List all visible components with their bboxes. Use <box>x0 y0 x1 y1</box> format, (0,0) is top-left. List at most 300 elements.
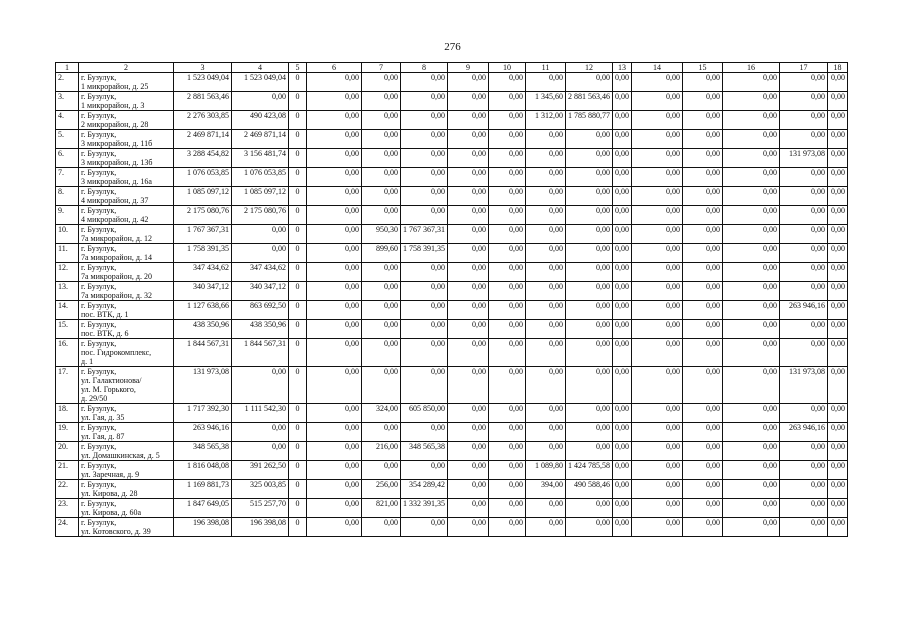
column-header-3: 3 <box>174 63 232 73</box>
value-cell: 0 <box>289 130 307 149</box>
value-cell: 0,00 <box>828 263 848 282</box>
column-header-17: 17 <box>780 63 828 73</box>
value-cell: 0,00 <box>489 111 526 130</box>
value-cell: 0 <box>289 206 307 225</box>
address-line: 1 микрорайон, д. 25 <box>81 82 149 91</box>
value-cell: 0,00 <box>632 518 683 537</box>
value-cell: 0,00 <box>401 461 448 480</box>
table-row <box>56 206 848 225</box>
value-cell: 0 <box>289 339 307 367</box>
value-cell: 0,00 <box>723 461 780 480</box>
value-cell: 0,00 <box>683 187 723 206</box>
value-cell: 0,00 <box>307 73 362 92</box>
value-cell: 0,00 <box>683 73 723 92</box>
value-cell: 0,00 <box>566 244 613 263</box>
row-index-cell: 3. <box>56 92 79 111</box>
value-cell: 0,00 <box>448 301 489 320</box>
value-cell: 0,00 <box>566 339 613 367</box>
value-cell: 0,00 <box>780 518 828 537</box>
value-cell: 0,00 <box>448 206 489 225</box>
value-cell: 324,00 <box>362 404 401 423</box>
address-line: г. Бузулук, <box>81 282 117 291</box>
value-cell: 0,00 <box>401 423 448 442</box>
value-cell: 0,00 <box>613 282 632 301</box>
address-line: ул. Котовского, д. 39 <box>81 527 151 536</box>
value-cell: 0,00 <box>683 301 723 320</box>
column-header-6: 6 <box>307 63 362 73</box>
value-cell: 0,00 <box>489 282 526 301</box>
value-cell: 0,00 <box>683 320 723 339</box>
address-line: 4 микрорайон, д. 42 <box>81 215 149 224</box>
value-cell: 0,00 <box>723 301 780 320</box>
value-cell: 0,00 <box>723 73 780 92</box>
value-cell: 0,00 <box>307 225 362 244</box>
value-cell: 0,00 <box>780 404 828 423</box>
address-line: 7а микрорайон, д. 14 <box>81 253 152 262</box>
value-cell: 0,00 <box>489 461 526 480</box>
value-cell: 0,00 <box>307 263 362 282</box>
value-cell: 0,00 <box>780 73 828 92</box>
value-cell: 0 <box>289 225 307 244</box>
value-cell: 0,00 <box>780 168 828 187</box>
value-cell: 0,00 <box>489 320 526 339</box>
address-line: пос. ВТК, д. 6 <box>81 329 129 338</box>
table-row <box>56 92 848 111</box>
value-cell: 0,00 <box>780 499 828 518</box>
column-header-14: 14 <box>632 63 683 73</box>
value-cell: 0,00 <box>632 263 683 282</box>
value-cell: 0,00 <box>828 461 848 480</box>
value-cell: 1 758 391,35 <box>174 244 232 263</box>
value-cell: 0 <box>289 461 307 480</box>
value-cell: 515 257,70 <box>232 499 289 518</box>
row-index-cell: 12. <box>56 263 79 282</box>
value-cell: 863 692,50 <box>232 301 289 320</box>
value-cell: 0,00 <box>448 282 489 301</box>
address-line: пос. Гидрокомплекс, <box>81 348 152 357</box>
value-cell: 0,00 <box>489 339 526 367</box>
value-cell: 0,00 <box>683 130 723 149</box>
value-cell: 0,00 <box>723 168 780 187</box>
value-cell: 0,00 <box>307 149 362 168</box>
row-index-cell: 20. <box>56 442 79 461</box>
address-line: г. Бузулук, <box>81 442 117 451</box>
value-cell: 0,00 <box>401 187 448 206</box>
value-cell: 0,00 <box>632 92 683 111</box>
row-index-cell: 10. <box>56 225 79 244</box>
value-cell: 0,00 <box>723 367 780 404</box>
row-index-cell: 24. <box>56 518 79 537</box>
value-cell: 0,00 <box>307 282 362 301</box>
value-cell: 0,00 <box>448 244 489 263</box>
value-cell: 0,00 <box>683 442 723 461</box>
value-cell: 263 946,16 <box>174 423 232 442</box>
value-cell: 438 350,96 <box>232 320 289 339</box>
value-cell: 0,00 <box>448 187 489 206</box>
value-cell: 0,00 <box>232 442 289 461</box>
value-cell: 0,00 <box>683 244 723 263</box>
address-cell <box>79 225 174 244</box>
value-cell: 0 <box>289 73 307 92</box>
value-cell: 0,00 <box>307 206 362 225</box>
address-cell <box>79 92 174 111</box>
value-cell: 340 347,12 <box>174 282 232 301</box>
address-line: г. Бузулук, <box>81 499 117 508</box>
address-cell <box>79 442 174 461</box>
value-cell: 0,00 <box>683 92 723 111</box>
value-cell: 1 847 649,05 <box>174 499 232 518</box>
row-index-cell: 7. <box>56 168 79 187</box>
address-line: г. Бузулук, <box>81 73 117 82</box>
value-cell: 0 <box>289 404 307 423</box>
value-cell: 0,00 <box>828 149 848 168</box>
value-cell: 0,00 <box>448 367 489 404</box>
value-cell: 0,00 <box>401 301 448 320</box>
value-cell: 0,00 <box>362 111 401 130</box>
row-index-cell: 13. <box>56 282 79 301</box>
value-cell: 0,00 <box>566 518 613 537</box>
value-cell: 0,00 <box>401 320 448 339</box>
value-cell: 0,00 <box>489 263 526 282</box>
value-cell: 438 350,96 <box>174 320 232 339</box>
value-cell: 0,00 <box>613 367 632 404</box>
table-row <box>56 73 848 92</box>
value-cell: 0,00 <box>632 320 683 339</box>
value-cell: 0,00 <box>401 339 448 367</box>
value-cell: 0,00 <box>683 339 723 367</box>
table-row <box>56 499 848 518</box>
table-row <box>56 244 848 263</box>
value-cell: 0,00 <box>526 73 566 92</box>
value-cell: 0,00 <box>780 206 828 225</box>
value-cell: 0,00 <box>526 206 566 225</box>
value-cell: 131 973,08 <box>780 367 828 404</box>
value-cell: 0,00 <box>632 301 683 320</box>
value-cell: 1 844 567,31 <box>232 339 289 367</box>
table-row <box>56 423 848 442</box>
address-line: пос. ВТК, д. 1 <box>81 310 129 319</box>
value-cell: 1 076 053,85 <box>232 168 289 187</box>
address-line: г. Бузулук, <box>81 149 117 158</box>
address-cell <box>79 149 174 168</box>
address-line: ул. Заречная, д. 9 <box>81 470 140 479</box>
value-cell: 0,00 <box>723 282 780 301</box>
address-line: ул. Домашкинская, д. 5 <box>81 451 160 460</box>
value-cell: 0,00 <box>307 168 362 187</box>
value-cell: 0,00 <box>448 461 489 480</box>
value-cell: 0,00 <box>780 480 828 499</box>
address-line: г. Бузулук, <box>81 187 117 196</box>
value-cell: 0 <box>289 92 307 111</box>
address-cell <box>79 461 174 480</box>
value-cell: 0,00 <box>526 187 566 206</box>
column-header-18: 18 <box>828 63 848 73</box>
value-cell: 0,00 <box>401 111 448 130</box>
value-cell: 0,00 <box>526 301 566 320</box>
row-index-cell: 4. <box>56 111 79 130</box>
address-cell <box>79 206 174 225</box>
address-line: г. Бузулук, <box>81 339 117 348</box>
value-cell: 0,00 <box>828 282 848 301</box>
address-cell <box>79 111 174 130</box>
value-cell: 0,00 <box>362 149 401 168</box>
column-header-15: 15 <box>683 63 723 73</box>
address-line: г. Бузулук, <box>81 301 117 310</box>
value-cell: 0,00 <box>307 301 362 320</box>
value-cell: 0,00 <box>448 499 489 518</box>
value-cell: 0,00 <box>780 130 828 149</box>
value-cell: 391 262,50 <box>232 461 289 480</box>
value-cell: 0,00 <box>526 518 566 537</box>
value-cell: 0,00 <box>780 111 828 130</box>
value-cell: 0,00 <box>526 423 566 442</box>
value-cell: 0,00 <box>362 263 401 282</box>
value-cell: 0,00 <box>362 423 401 442</box>
value-cell: 0,00 <box>723 92 780 111</box>
value-cell: 1 758 391,35 <box>401 244 448 263</box>
value-cell: 0,00 <box>723 149 780 168</box>
value-cell: 0,00 <box>526 339 566 367</box>
value-cell: 0,00 <box>723 263 780 282</box>
value-cell: 2 175 080,76 <box>174 206 232 225</box>
value-cell: 0,00 <box>828 404 848 423</box>
address-cell <box>79 480 174 499</box>
row-index-cell: 22. <box>56 480 79 499</box>
value-cell: 0,00 <box>683 461 723 480</box>
row-index-cell: 11. <box>56 244 79 263</box>
value-cell: 0,00 <box>401 168 448 187</box>
value-cell: 0,00 <box>401 263 448 282</box>
value-cell: 0,00 <box>362 73 401 92</box>
value-cell: 0,00 <box>723 244 780 263</box>
value-cell: 0,00 <box>683 168 723 187</box>
column-header-7: 7 <box>362 63 401 73</box>
address-line: 2 микрорайон, д. 28 <box>81 120 149 129</box>
address-line: г. Бузулук, <box>81 206 117 215</box>
value-cell: 0,00 <box>307 130 362 149</box>
value-cell: 0,00 <box>613 518 632 537</box>
address-line: 3 микрорайон, д. 16а <box>81 177 152 186</box>
value-cell: 0,00 <box>489 130 526 149</box>
value-cell: 0,00 <box>613 206 632 225</box>
value-cell: 1 085 097,12 <box>174 187 232 206</box>
value-cell: 0,00 <box>526 499 566 518</box>
value-cell: 0,00 <box>566 73 613 92</box>
row-index-cell: 16. <box>56 339 79 367</box>
value-cell: 0,00 <box>613 339 632 367</box>
value-cell: 1 332 391,35 <box>401 499 448 518</box>
value-cell: 0,00 <box>723 423 780 442</box>
address-line: г. Бузулук, <box>81 320 117 329</box>
value-cell: 1 111 542,30 <box>232 404 289 423</box>
value-cell: 0,00 <box>526 130 566 149</box>
value-cell: 0,00 <box>526 442 566 461</box>
value-cell: 0,00 <box>683 480 723 499</box>
value-cell: 0,00 <box>362 367 401 404</box>
value-cell: 348 565,38 <box>174 442 232 461</box>
address-cell <box>79 130 174 149</box>
value-cell: 0,00 <box>723 111 780 130</box>
address-line: г. Бузулук, <box>81 244 117 253</box>
value-cell: 0,00 <box>307 244 362 263</box>
table-row <box>56 442 848 461</box>
value-cell: 0,00 <box>780 187 828 206</box>
data-table <box>55 62 848 537</box>
row-index-cell: 2. <box>56 73 79 92</box>
value-cell: 1 717 392,30 <box>174 404 232 423</box>
value-cell: 1 345,60 <box>526 92 566 111</box>
value-cell: 0,00 <box>307 404 362 423</box>
table-row <box>56 168 848 187</box>
value-cell: 1 127 638,66 <box>174 301 232 320</box>
address-cell <box>79 263 174 282</box>
value-cell: 0,00 <box>566 442 613 461</box>
value-cell: 0,00 <box>362 130 401 149</box>
column-header-1: 1 <box>56 63 79 73</box>
value-cell: 0,00 <box>448 73 489 92</box>
value-cell: 0,00 <box>828 206 848 225</box>
address-cell <box>79 187 174 206</box>
value-cell: 0,00 <box>613 442 632 461</box>
value-cell: 0,00 <box>566 187 613 206</box>
value-cell: 0,00 <box>828 442 848 461</box>
value-cell: 0,00 <box>489 423 526 442</box>
value-cell: 1 424 785,58 <box>566 461 613 480</box>
value-cell: 0,00 <box>632 480 683 499</box>
value-cell: 0,00 <box>362 168 401 187</box>
address-cell <box>79 404 174 423</box>
value-cell: 0,00 <box>448 130 489 149</box>
value-cell: 0,00 <box>780 442 828 461</box>
value-cell: 0 <box>289 320 307 339</box>
value-cell: 0,00 <box>613 244 632 263</box>
value-cell: 340 347,12 <box>232 282 289 301</box>
value-cell: 0,00 <box>613 187 632 206</box>
value-cell: 0,00 <box>632 111 683 130</box>
column-header-8: 8 <box>401 63 448 73</box>
value-cell: 0,00 <box>566 168 613 187</box>
value-cell: 0,00 <box>307 518 362 537</box>
value-cell: 0,00 <box>613 404 632 423</box>
address-cell <box>79 423 174 442</box>
value-cell: 0,00 <box>566 499 613 518</box>
value-cell: 0 <box>289 442 307 461</box>
value-cell: 0,00 <box>723 339 780 367</box>
value-cell: 0,00 <box>828 499 848 518</box>
value-cell: 0,00 <box>526 225 566 244</box>
row-index-cell: 15. <box>56 320 79 339</box>
value-cell: 0,00 <box>632 206 683 225</box>
value-cell: 1 523 049,04 <box>232 73 289 92</box>
column-header-16: 16 <box>723 63 780 73</box>
value-cell: 0,00 <box>723 518 780 537</box>
value-cell: 0,00 <box>489 499 526 518</box>
value-cell: 0,00 <box>401 367 448 404</box>
value-cell: 0,00 <box>828 518 848 537</box>
value-cell: 490 423,08 <box>232 111 289 130</box>
address-cell <box>79 339 174 367</box>
value-cell: 0,00 <box>232 367 289 404</box>
value-cell: 0,00 <box>307 187 362 206</box>
value-cell: 0,00 <box>307 339 362 367</box>
value-cell: 0,00 <box>489 480 526 499</box>
value-cell: 0,00 <box>683 518 723 537</box>
value-cell: 0,00 <box>780 282 828 301</box>
value-cell: 0,00 <box>448 480 489 499</box>
value-cell: 0,00 <box>828 92 848 111</box>
table-row <box>56 225 848 244</box>
value-cell: 0,00 <box>232 244 289 263</box>
value-cell: 0,00 <box>828 168 848 187</box>
value-cell: 0,00 <box>632 499 683 518</box>
value-cell: 0,00 <box>780 339 828 367</box>
value-cell: 0,00 <box>489 244 526 263</box>
value-cell: 0,00 <box>632 73 683 92</box>
value-cell: 0,00 <box>448 518 489 537</box>
value-cell: 0,00 <box>723 187 780 206</box>
value-cell: 0,00 <box>828 339 848 367</box>
table-row <box>56 111 848 130</box>
value-cell: 0,00 <box>566 225 613 244</box>
value-cell: 0,00 <box>526 263 566 282</box>
value-cell: 0,00 <box>632 168 683 187</box>
value-cell: 1 767 367,31 <box>174 225 232 244</box>
value-cell: 1 844 567,31 <box>174 339 232 367</box>
value-cell: 0,00 <box>828 320 848 339</box>
value-cell: 0,00 <box>613 461 632 480</box>
value-cell: 0,00 <box>828 73 848 92</box>
value-cell: 325 003,85 <box>232 480 289 499</box>
table-row <box>56 461 848 480</box>
value-cell: 0,00 <box>362 206 401 225</box>
value-cell: 0,00 <box>683 263 723 282</box>
value-cell: 0,00 <box>401 206 448 225</box>
value-cell: 0,00 <box>362 320 401 339</box>
value-cell: 0,00 <box>613 499 632 518</box>
value-cell: 0,00 <box>780 263 828 282</box>
column-header-11: 11 <box>526 63 566 73</box>
value-cell: 0,00 <box>489 367 526 404</box>
value-cell: 0 <box>289 282 307 301</box>
value-cell: 0,00 <box>780 320 828 339</box>
value-cell: 394,00 <box>526 480 566 499</box>
value-cell: 0,00 <box>307 92 362 111</box>
value-cell: 490 588,46 <box>566 480 613 499</box>
value-cell: 0,00 <box>232 225 289 244</box>
value-cell: 0,00 <box>489 442 526 461</box>
value-cell: 0,00 <box>526 244 566 263</box>
value-cell: 0,00 <box>828 480 848 499</box>
address-line: г. Бузулук, <box>81 461 117 470</box>
value-cell: 0,00 <box>828 130 848 149</box>
address-line: г. Бузулук, <box>81 111 117 120</box>
value-cell: 0,00 <box>632 282 683 301</box>
value-cell: 0,00 <box>307 367 362 404</box>
value-cell: 0,00 <box>566 130 613 149</box>
value-cell: 0,00 <box>566 404 613 423</box>
table-row <box>56 187 848 206</box>
value-cell: 0,00 <box>448 263 489 282</box>
address-cell <box>79 282 174 301</box>
value-cell: 0,00 <box>828 301 848 320</box>
value-cell: 0,00 <box>489 187 526 206</box>
address-line: г. Бузулук, <box>81 423 117 432</box>
value-cell: 0,00 <box>613 130 632 149</box>
value-cell: 0,00 <box>362 92 401 111</box>
value-cell: 0,00 <box>489 404 526 423</box>
value-cell: 1 312,00 <box>526 111 566 130</box>
address-cell <box>79 301 174 320</box>
